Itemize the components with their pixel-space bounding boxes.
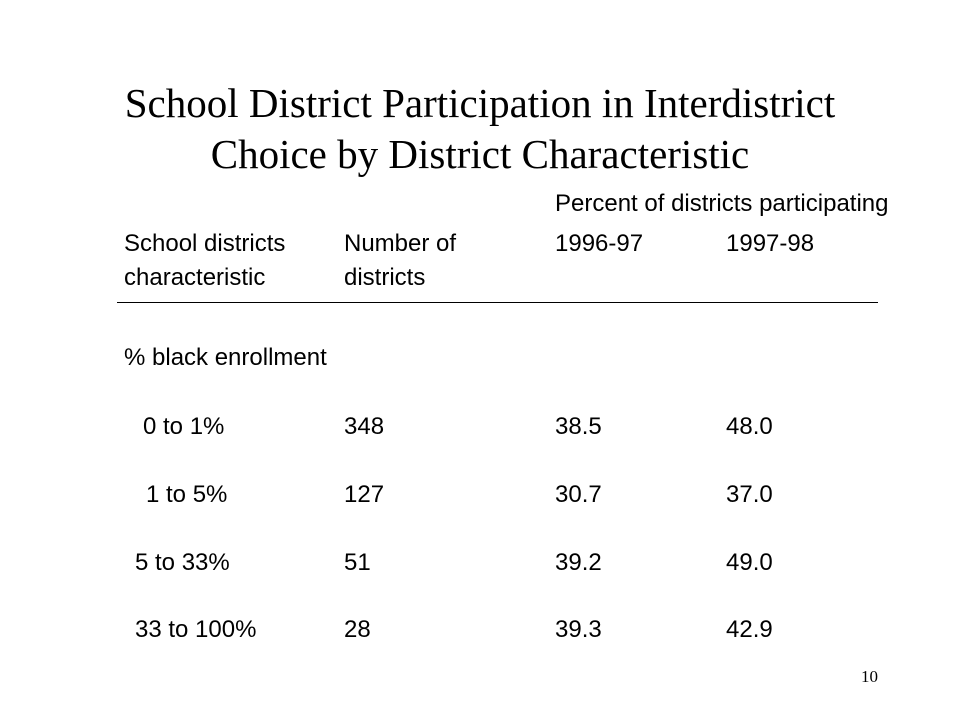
header-divider: [117, 302, 878, 303]
slide-title-line-1: School District Participation in Interdistrict: [124, 80, 836, 126]
row-label: 0 to 1%: [143, 413, 225, 440]
row-number: 127: [344, 481, 385, 508]
row-label: 1 to 5%: [146, 481, 228, 508]
row-year2-value: 37.0: [726, 481, 773, 508]
section-label-black-enrollment: % black enrollment: [124, 344, 327, 371]
col-header-characteristic-line-1: School districts: [124, 230, 286, 257]
row-number: 51: [344, 549, 371, 576]
row-label: 33 to 100%: [135, 616, 257, 643]
row-year1-value: 30.7: [555, 481, 602, 508]
row-year1-value: 38.5: [555, 413, 602, 440]
row-year2-value: 42.9: [726, 616, 773, 643]
col-header-year-1996-97: 1996-97: [555, 230, 644, 257]
row-year2-value: 49.0: [726, 549, 773, 576]
slide-title-line-2: Choice by District Characteristic: [210, 131, 750, 177]
row-year1-value: 39.3: [555, 616, 602, 643]
page-number: 10: [861, 667, 878, 686]
group-header-percent: Percent of districts participating: [555, 190, 889, 217]
slide-title: [0, 78, 960, 180]
col-header-number-line-1: Number of: [344, 230, 457, 257]
row-year1-value: 39.2: [555, 549, 602, 576]
col-header-characteristic-line-2: characteristic: [124, 264, 266, 291]
row-number: 28: [344, 616, 371, 643]
row-number: 348: [344, 413, 385, 440]
col-header-year-1997-98: 1997-98: [726, 230, 815, 257]
row-year2-value: 48.0: [726, 413, 773, 440]
col-header-number-line-2: districts: [344, 264, 426, 291]
row-label: 5 to 33%: [135, 549, 230, 576]
